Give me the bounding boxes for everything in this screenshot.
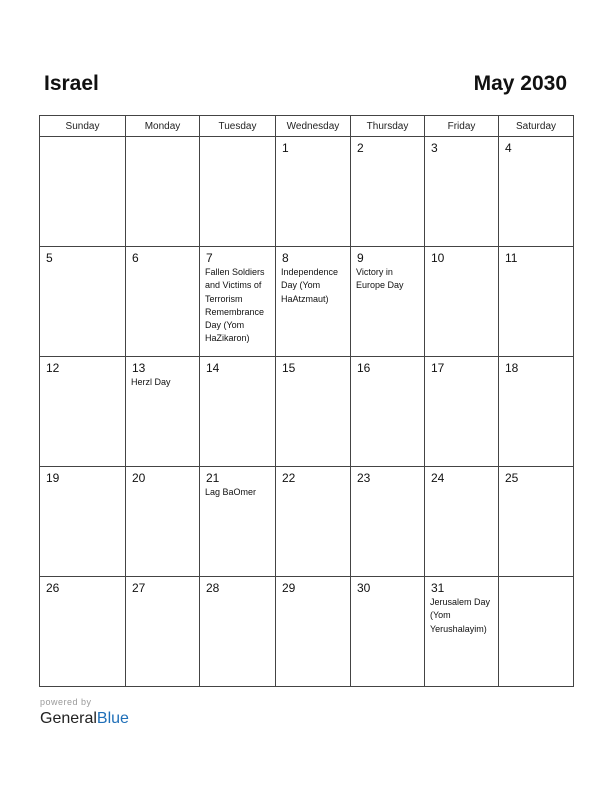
day-cell (425, 467, 499, 577)
day-cell (351, 357, 425, 467)
day-cell (40, 137, 126, 247)
weekday-header: Tuesday (200, 116, 276, 137)
day-cell (276, 577, 351, 687)
day-number: 19 (46, 471, 60, 485)
day-cell (126, 577, 200, 687)
logo-blue-text: Blue (96, 710, 129, 727)
day-cell (126, 247, 200, 357)
holiday-label (351, 595, 424, 596)
holiday-label: Independence Day (Yom HaAtzmaut) (281, 267, 339, 304)
day-cell (276, 467, 351, 577)
holiday-label (351, 155, 424, 156)
week-row (40, 357, 574, 467)
day-cell (351, 137, 425, 247)
holiday-label (351, 375, 424, 376)
holiday-label (40, 485, 125, 486)
day-number: 27 (132, 581, 146, 595)
holiday-label (276, 485, 350, 486)
day-cell (276, 357, 351, 467)
day-cell (499, 467, 574, 577)
holiday-label: Fallen Soldiers and Victims of Terrorism Remembrance Day (Yom HaZikaron) (205, 267, 265, 344)
holiday-label: Jerusalem Day (Yom Yerushalayim) (430, 597, 491, 634)
week-row (40, 577, 574, 687)
country-title: Israel (44, 72, 99, 95)
weekday-header: Saturday (499, 116, 574, 137)
day-number: 3 (431, 141, 438, 155)
day-number: 30 (357, 581, 371, 595)
month-year-title: May 2030 (473, 72, 567, 95)
day-number: 25 (505, 471, 519, 485)
holiday-label (40, 375, 125, 376)
day-number: 10 (431, 251, 445, 265)
day-cell (276, 247, 351, 357)
holiday-label (499, 265, 573, 266)
day-number: 9 (357, 251, 364, 265)
day-cell (425, 247, 499, 357)
logo-general-text: General (40, 710, 97, 727)
day-number: 16 (357, 361, 371, 375)
day-cell (200, 247, 276, 357)
weekday-header: Thursday (351, 116, 425, 137)
powered-by-text: powered by (40, 697, 92, 707)
holiday-label (40, 141, 125, 142)
holiday-label (499, 581, 573, 582)
day-cell (425, 357, 499, 467)
day-number: 18 (505, 361, 519, 375)
holiday-label (276, 375, 350, 376)
day-number: 17 (431, 361, 445, 375)
footer (40, 696, 129, 729)
week-row (40, 137, 574, 247)
holiday-label (499, 375, 573, 376)
day-number: 14 (206, 361, 220, 375)
day-number: 6 (132, 251, 139, 265)
day-number: 26 (46, 581, 60, 595)
weekday-header: Wednesday (276, 116, 351, 137)
day-cell (200, 577, 276, 687)
holiday-label (499, 155, 573, 156)
day-number: 22 (282, 471, 296, 485)
day-cell (425, 577, 499, 687)
weekday-header-row (40, 116, 574, 137)
day-cell (126, 357, 200, 467)
day-number: 31 (431, 581, 445, 595)
day-number: 8 (282, 251, 289, 265)
day-cell (40, 577, 126, 687)
day-number: 7 (206, 251, 213, 265)
holiday-label (126, 265, 199, 266)
day-cell (200, 137, 276, 247)
holiday-label: Victory in Europe Day (356, 267, 404, 291)
day-cell (40, 357, 126, 467)
holiday-label (200, 595, 275, 596)
day-cell (499, 137, 574, 247)
day-cell (351, 247, 425, 357)
day-cell (276, 137, 351, 247)
week-row (40, 247, 574, 357)
day-number: 15 (282, 361, 296, 375)
day-cell (40, 467, 126, 577)
day-cell (126, 137, 200, 247)
day-cell (499, 357, 574, 467)
calendar-grid (39, 115, 574, 687)
holiday-label: Herzl Day (131, 377, 171, 387)
holiday-label (40, 265, 125, 266)
day-cell (200, 467, 276, 577)
day-number: 2 (357, 141, 364, 155)
day-cell (499, 247, 574, 357)
day-number: 4 (505, 141, 512, 155)
day-cell (200, 357, 276, 467)
holiday-label (40, 595, 125, 596)
holiday-label (126, 485, 199, 486)
day-number: 28 (206, 581, 220, 595)
day-cell (425, 137, 499, 247)
holiday-label (425, 375, 498, 376)
day-number: 13 (132, 361, 146, 375)
generalblue-logo[interactable] (40, 709, 129, 729)
holiday-label (126, 141, 199, 142)
holiday-label (200, 141, 275, 142)
holiday-label (499, 485, 573, 486)
holiday-label (425, 155, 498, 156)
weekday-header: Sunday (40, 116, 126, 137)
day-number: 23 (357, 471, 371, 485)
day-cell (499, 577, 574, 687)
day-number: 1 (282, 141, 289, 155)
holiday-label (425, 485, 498, 486)
day-number: 12 (46, 361, 60, 375)
week-row (40, 467, 574, 577)
holiday-label (276, 595, 350, 596)
day-number: 29 (282, 581, 296, 595)
weekday-header: Monday (126, 116, 200, 137)
holiday-label (351, 485, 424, 486)
day-number: 11 (505, 251, 518, 265)
holiday-label: Lag BaOmer (205, 487, 257, 497)
day-cell (351, 577, 425, 687)
day-number: 20 (132, 471, 146, 485)
day-number: 21 (206, 471, 220, 485)
weekday-header: Friday (425, 116, 499, 137)
day-cell (126, 467, 200, 577)
holiday-label (126, 595, 199, 596)
day-cell (351, 467, 425, 577)
day-number: 5 (46, 251, 53, 265)
day-number: 24 (431, 471, 445, 485)
holiday-label (276, 155, 350, 156)
holiday-label (200, 375, 275, 376)
holiday-label (425, 265, 498, 266)
day-cell (40, 247, 126, 357)
